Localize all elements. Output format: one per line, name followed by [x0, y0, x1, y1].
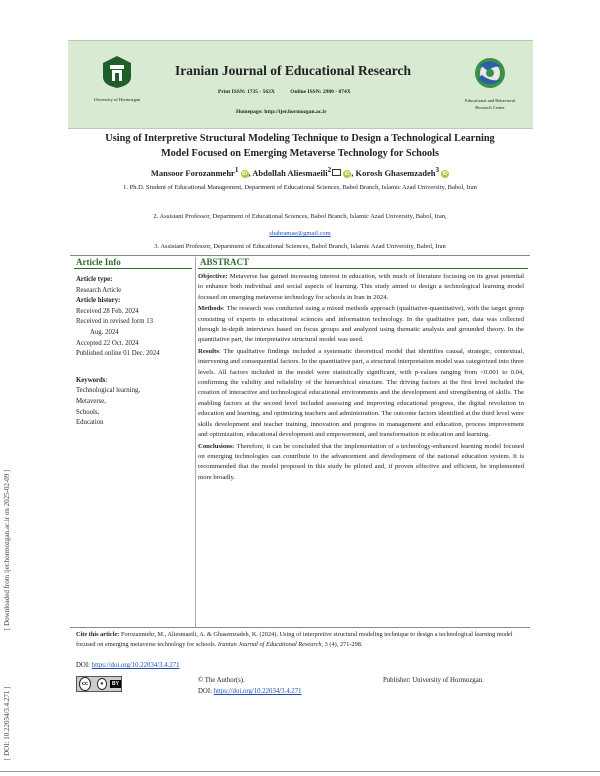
divider — [198, 268, 528, 269]
article-type-value: Research Article — [76, 286, 122, 294]
keywords-label: Keywords — [76, 376, 106, 384]
envelope-icon[interactable] — [332, 169, 341, 176]
center-caption-1: Educational and Behavioral — [465, 98, 515, 103]
author-sup: 2 — [327, 166, 332, 174]
print-issn: Print ISSN: 1735 - 563X — [218, 89, 275, 95]
research-center-emblem-icon — [470, 55, 510, 91]
affiliation-3: 3. Assistant Professor, Department of Educational Sciences, Babol Branch, Islamic Azad University, Babol, Iran — [154, 243, 446, 250]
abstract-body — [198, 272, 524, 484]
results-label: Results — [198, 347, 219, 355]
keyword: Metaverse, — [76, 397, 107, 405]
doi-line-2 — [198, 688, 302, 695]
results-text: : The qualitative findings included a systematic theoretical model that identifies causal, strategic, contextual, intervening and consequential factors. In the quantitative part, a structural interpretation model was categorized into three levels. All factors included in the model were statistically significant, with p-values ranging from <0.001 to 0.04, confirming the validity and reliability of the hierarchical structure. The driving factors at the first level included the creation of interactive and technological educational environments and the development and strengthening of skills. The enabling factors at the second level included assessing and improving educational progress, the digital revolution in education and learning, and optimizing teachers and administration. The outcome factors identified at the third level were skills development and teacher training, innovation and progress in management and education, process improvement and optimization, educational development and empowerment, and transformation in education and learning. — [198, 347, 524, 439]
article-info-heading: Article Info — [76, 257, 121, 267]
column-divider — [195, 257, 196, 627]
keyword: Technological learning, — [76, 387, 141, 395]
accepted-date: Accepted 22 Oct. 2024 — [76, 339, 139, 347]
author-list: Mansoor Forozanmehr$^1$ iD , Abdollah Aliesmaeili$^2$ iD , Korosh Ghasemzadeh$^3$ iD — [150, 166, 448, 178]
university-emblem-icon — [101, 55, 133, 89]
abstract-methods — [198, 304, 524, 346]
issn-line — [218, 89, 365, 95]
orcid-icon[interactable]: iD — [344, 170, 350, 177]
cc-license-badge[interactable] — [76, 676, 122, 692]
methods-label: Methods — [198, 305, 223, 313]
abstract-conclusions — [198, 442, 524, 484]
cite-volume: , 3 (4), 271-298. — [321, 640, 363, 648]
doi-label: DOI: — [76, 662, 92, 669]
orcid-icon[interactable]: iD — [242, 170, 247, 177]
article-type-label: Article type: — [76, 276, 113, 283]
research-center-logo — [455, 55, 525, 110]
journal-homepage[interactable]: Homepage: http://ijer.hormozgan.ac.ir — [236, 109, 327, 115]
objective-label: Objective: — [198, 273, 228, 280]
university-logo — [86, 55, 148, 102]
attribution-icon: ● — [97, 678, 107, 690]
conclusions-label: Conclusions — [198, 442, 233, 450]
corresponding-email[interactable]: shahramae@gmail.com — [269, 230, 331, 237]
author-name: Mansoor Forozanmehr — [150, 167, 235, 178]
keyword: Schools, — [76, 408, 100, 416]
doi2-link[interactable]: https://doi.org/10.22034/3.4.271 — [213, 688, 302, 695]
doi-link[interactable]: https://doi.org/10.22034/3.4.271 — [91, 662, 180, 669]
doi-line — [76, 662, 180, 669]
abstract-objective — [198, 272, 524, 303]
author-name: Korosh Ghasemzadeh — [355, 167, 436, 178]
divider — [70, 255, 530, 256]
page-bottom-rule — [0, 771, 600, 772]
publisher-notice: Publisher: University of Hormozgan. — [383, 677, 484, 684]
author-sup: 3 — [435, 166, 439, 174]
copyright-notice: © The Author(s). — [198, 677, 245, 684]
title-line: Model Focused on Emerging Metaverse Technology for Schools — [160, 148, 440, 159]
cite-label: Cite this article: — [76, 631, 120, 638]
abstract-heading: ABSTRACT — [200, 257, 250, 267]
abstract-results — [198, 347, 524, 441]
orcid-icon[interactable]: iD — [442, 170, 448, 177]
journal-title: Iranian Journal of Educational Research — [174, 63, 412, 78]
revised-date-cont: Aug. 2024 — [90, 328, 119, 336]
affiliation-1: 1. Ph.D. Student of Educational Management, Department of Educational Sciences, Babol Branch, Islamic Azad University, Babol, Iran — [123, 184, 477, 191]
online-issn: Online ISSN: 2980 - 874X — [290, 89, 351, 95]
article-info: Article type: Research Article Article history: Received 28 Feb. 2024 Received in revised form 13 Aug. 2024 Accepted 22 Oct. 2024 Published online 01 Dec. 2024 Keywords: Technological learning, Metaverse, Schools, Education — [76, 275, 192, 429]
citation — [76, 630, 526, 649]
revised-date: Received in revised form 13 — [76, 318, 154, 326]
objective-text: Metaverse has gained increasing interest in education, with much of literature focusing on its great potential to enhance both individual and social aspects of learning. This study aimed to design a technological learning model focused on emerging metaverse technology for schools in Iran in 2024. — [198, 273, 524, 301]
article-history-label: Article history: — [76, 297, 121, 305]
doi-note: [ DOI: 10.22034/3.4.271 ] — [3, 686, 11, 760]
published-date: Published online 01 Dec. 2024 — [76, 350, 160, 358]
center-caption-2: Research Center — [475, 105, 505, 110]
title-line: Using of Interpretive Structural Modeling Technique to Design a Technological Learning — [105, 133, 495, 144]
article-title — [70, 131, 530, 161]
conclusions-text: : Therefore, it can be concluded that the implementation of a technology-enhanced learning model focused on emerging technologies can contribute to the advancement and development of the national education system. It is recommended that the model proposed in this study be piloted and, if proven effective and efficient, be implemented more broadly. — [198, 442, 524, 481]
methods-text: : The research was conducted using a mixed methods approach (qualitative-quantitative), with the target group consisting of experts in educational sciences and information technology. In the qualitative part, data was collected through in-depth interviews based on focus groups and analyzed using thematic analysis and grounded theory. In the quantitative part, the interpretative structural model was used. — [198, 305, 524, 344]
by-label: BY — [112, 681, 119, 687]
affiliation-2: 2. Assistant Professor, Department of Educational Sciences, Babol Branch, Islamic Azad University, Babol, Iran, — [153, 213, 447, 220]
download-note: [ Downloaded from ijer.hormozgan.ac.ir on 2025-02-09 ] — [3, 469, 11, 630]
doi2-label: DOI: — [198, 688, 214, 695]
divider — [70, 627, 530, 628]
cc-icon: cc — [79, 677, 91, 691]
journal-header — [68, 40, 533, 129]
divider — [74, 268, 192, 269]
received-date: Received 28 Feb. 2024 — [76, 307, 139, 315]
cite-journal: Iranian Journal of Educational Research — [217, 640, 322, 648]
author-name: Abdollah Aliesmaeili — [252, 167, 328, 178]
keyword: Education — [76, 419, 104, 427]
university-caption: University of Hormozgan — [93, 97, 141, 102]
cite-text: Forozanmehr, M., Aliesmaeili, A. & Ghasemzadeh, K. (2024). Using of interpretive structural modeling technique to design a technological learning model focused on emerging metaverse technology for schools. — [76, 631, 513, 648]
author-sup: 1 — [234, 166, 239, 174]
